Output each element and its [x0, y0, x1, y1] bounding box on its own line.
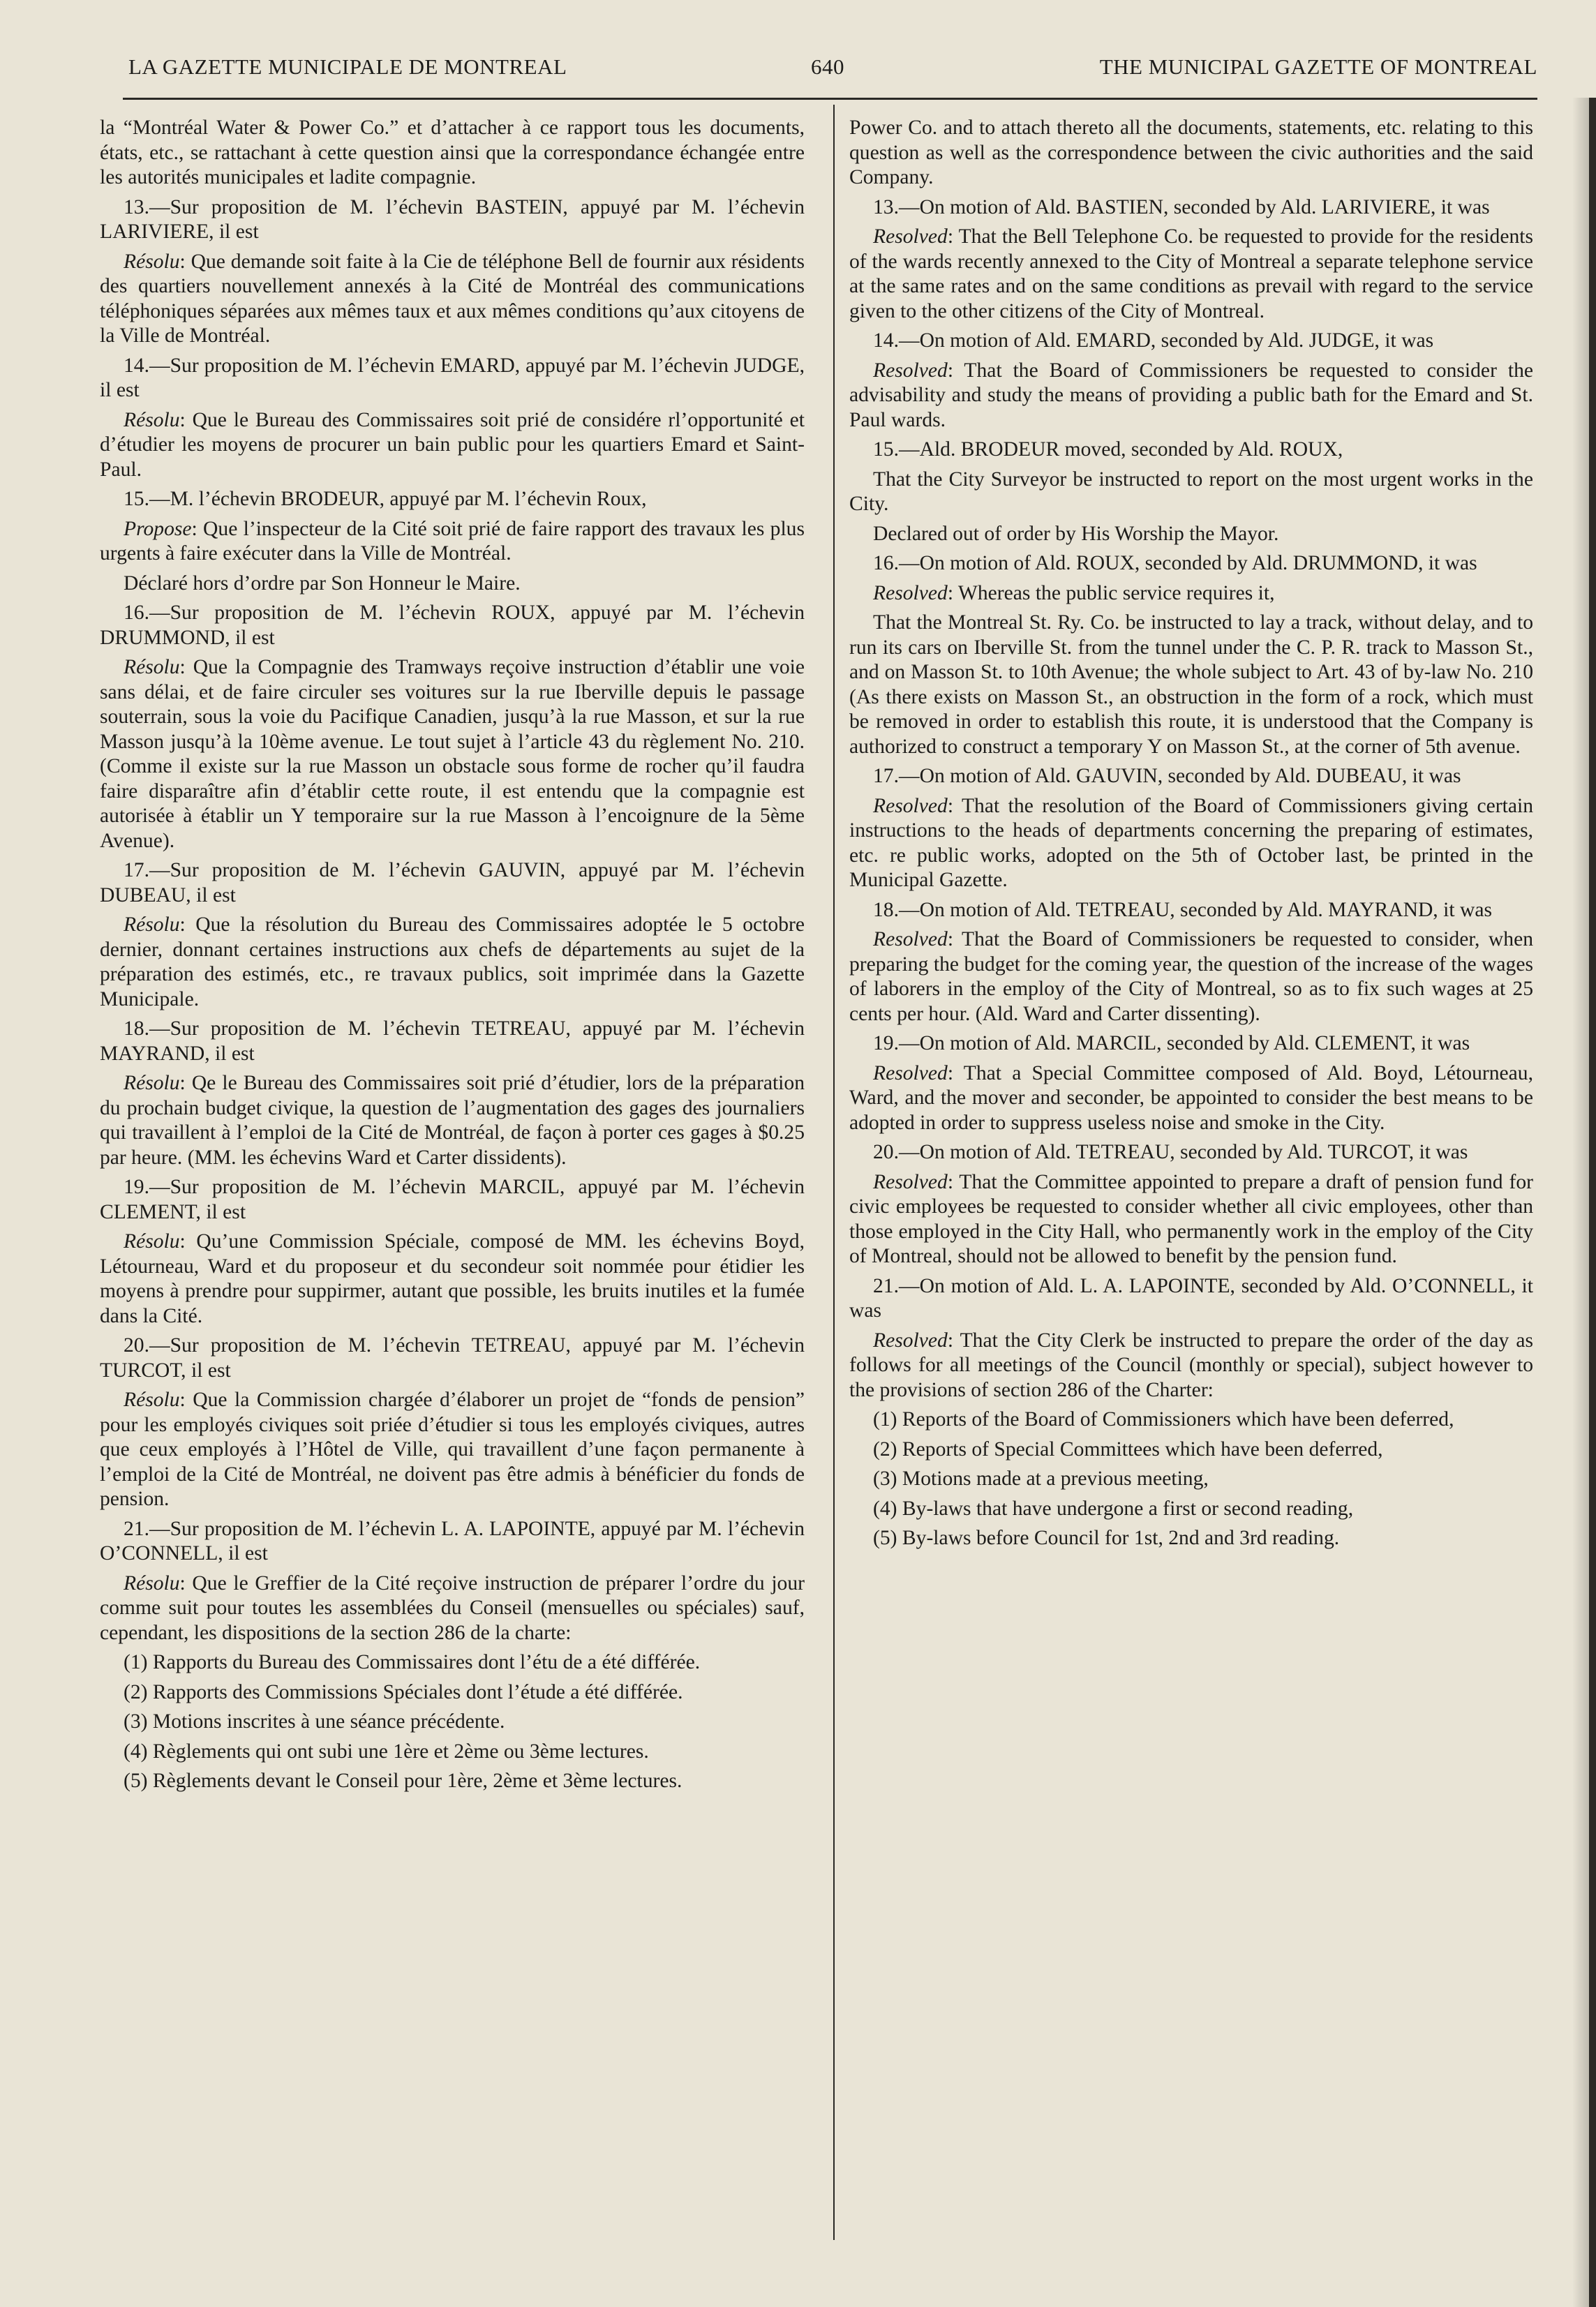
english-paragraph: (3) Motions made at a previous meeting, [873, 1468, 1209, 1490]
french-paragraph: 18.—Sur proposition de M. l’échevin TETREAU, appuyé par M. l’échevin MAYRAND, il est [100, 1017, 805, 1065]
french-paragraph: (1) Rapports du Bureau des Commissaires dont l’étu de a été différée. [124, 1651, 701, 1673]
english-paragraph: (1) Reports of the Board of Commissioners which have been deferred, [873, 1408, 1454, 1431]
resolution-label: Résolu [124, 408, 180, 431]
french-paragraph: Résolu: Qu’une Commission Spéciale, composé de MM. les échevins Boyd, Létourneau, Ward et du proposeur et du secondeur soit nommée pour étidier les moyens à prendre pour suppirmer, autant que possible, les bruits inutiles et la fumée dans la Cité. [100, 1230, 805, 1327]
resolution-label: Résolu [124, 1389, 180, 1411]
resolution-label: Resolved [873, 1329, 948, 1352]
column-divider [833, 105, 835, 2240]
french-paragraph: Résolu: Que le Bureau des Commissaires soit prié de considére rl’opportunité et d’étudier les moyens de procurer un bain public pour les quartiers Emard et Saint-Paul. [100, 408, 805, 481]
page-number: 640 [811, 54, 844, 79]
french-paragraph: 20.—Sur proposition de M. l’échevin TETREAU, appuyé par M. l’échevin TURCOT, il est [100, 1334, 805, 1382]
english-paragraph: Resolved: That the Committee appointed to prepare a draft of pension fund for civic employees be requested to consider whether all civic employees, other than those employed in the City Hall, who permanently work in the employ of the City of Montreal, should not be allowed to benefit by the pension fund. [849, 1170, 1533, 1267]
resolution-label: Résolu [124, 913, 180, 936]
resolution-label: Propose [124, 517, 192, 540]
page-edge-shadow [1572, 98, 1589, 2307]
header-rule [123, 98, 1537, 100]
french-paragraph: 13.—Sur proposition de M. l’échevin BASTEIN, appuyé par M. l’échevin LARIVIERE, il est [100, 195, 805, 243]
english-paragraph: 16.—On motion of Ald. ROUX, seconded by Ald. DRUMMOND, it was [873, 552, 1477, 574]
resolution-label: Résolu [124, 656, 180, 678]
french-paragraph: (3) Motions inscrites à une séance précédente. [124, 1710, 505, 1733]
french-column [100, 116, 805, 1799]
running-header [128, 49, 1537, 87]
french-paragraph: 15.—M. l’échevin BRODEUR, appuyé par M. l’échevin Roux, [124, 488, 647, 510]
resolution-label: Resolved [873, 359, 948, 382]
french-paragraph: 17.—Sur proposition de M. l’échevin GAUVIN, appuyé par M. l’échevin DUBEAU, il est [100, 859, 805, 906]
french-paragraph: Résolu: Que demande soit faite à la Cie de téléphone Bell de fournir aux résidents des quartiers nouvellement annexés à la Cité de Montréal des communications téléphoniques séparées aux mêmes taux et aux mêmes conditions qu’aux citoyens de la Ville de Montréal. [100, 250, 805, 347]
french-paragraph: (5) Règlements devant le Conseil pour 1ère, 2ème et 3ème lectures. [124, 1770, 683, 1792]
french-paragraph: Résolu: Qe le Bureau des Commissaires soit prié d’étudier, lors de la préparation du prochain budget civique, la question de l’augmentation des gages des journaliers qui travaillent à l’emploi de la Cité de Montréal, de façon à porter ces gages à $0.25 par heure. (MM. les échevins Ward et Carter dissidents). [100, 1072, 805, 1169]
english-paragraph: Resolved: That the Bell Telephone Co. be requested to provide for the residents of the wards recently annexed to the City of Montreal a separate telephone service at the same rates and on the same conditions as prevail with regard to the service given to the other citizens of the City of Montreal. [849, 225, 1533, 322]
french-paragraph: 19.—Sur proposition de M. l’échevin MARCIL, appuyé par M. l’échevin CLEMENT, il est [100, 1176, 805, 1223]
english-paragraph: 15.—Ald. BRODEUR moved, seconded by Ald. ROUX, [873, 438, 1343, 461]
english-paragraph: Resolved: That the resolution of the Board of Commissioners giving certain instructions to the heads of departments concerning the preparing of estimates, etc. re public works, adopted on the 5th of October last, be printed in the Municipal Gazette. [849, 794, 1533, 891]
english-paragraph: 19.—On motion of Ald. MARCIL, seconded by Ald. CLEMENT, it was [873, 1032, 1470, 1054]
english-paragraph: Power Co. and to attach thereto all the documents, statements, etc. relating to this question as well as the correspondence between the civic authorities and the said Company. [849, 117, 1533, 188]
english-column [849, 116, 1533, 1556]
resolution-label: Resolved [873, 1170, 948, 1193]
english-paragraph: 13.—On motion of Ald. BASTIEN, seconded by Ald. LARIVIERE, it was [873, 195, 1490, 218]
resolution-label: Résolu [124, 250, 180, 273]
header-english-title: THE MUNICIPAL GAZETTE OF MONTREAL [1099, 54, 1537, 79]
resolution-label: Résolu [124, 1230, 180, 1253]
english-paragraph: That the City Surveyor be instructed to report on the most urgent works in the City. [849, 468, 1533, 515]
french-paragraph: Propose: Que l’inspecteur de la Cité soit prié de faire rapport des travaux les plus urgents à faire exécuter dans la Ville de Montréal. [100, 517, 805, 565]
french-paragraph: Résolu: Que le Greffier de la Cité reçoive instruction de préparer l’ordre du jour comme suit pour toutes les assemblées du Conseil (mensuelles ou spéciales) sauf, cependant, les dispositions de la section 286 de la charte: [100, 1571, 805, 1644]
english-paragraph: (4) By-laws that have undergone a first or second reading, [873, 1497, 1354, 1520]
english-paragraph: 14.—On motion of Ald. EMARD, seconded by Ald. JUDGE, it was [873, 329, 1434, 352]
resolution-label: Résolu [124, 1571, 180, 1595]
english-paragraph: 20.—On motion of Ald. TETREAU, seconded by Ald. TURCOT, it was [873, 1141, 1468, 1163]
english-paragraph: That the Montreal St. Ry. Co. be instructed to lay a track, without delay, and to run its cars on Iberville St. from the tunnel under the C. P. R. track to Masson St., and on Masson St. to 10th Avenue; the whole subject to Art. 43 of by-law No. 210 (As there exists on Masson St., an obstruction in the form of a rock, which must be removed in order to establish this route, it is understood that the Company is authorized to construct a temporary Y on Masson St., at the corner of 5th avenue. [849, 611, 1533, 758]
french-paragraph: (4) Règlements qui ont subi une 1ère et 2ème ou 3ème lectures. [124, 1740, 649, 1763]
resolution-label: Résolu [124, 1072, 180, 1094]
french-paragraph: Résolu: Que la résolution du Bureau des Commissaires adoptée le 5 octobre dernier, donnant certaines instructions aux chefs de départements au sujet de la préparation des estimés, etc., re travaux publics, soit imprimée dans la Gazette Municipale. [100, 913, 805, 1010]
english-paragraph: Resolved: That a Special Committee composed of Ald. Boyd, Létourneau, Ward, and the mover and seconder, be appointed to consider the best means to be adopted in order to suppress useless noise and smoke in the City. [849, 1061, 1533, 1134]
french-paragraph: 14.—Sur proposition de M. l’échevin EMARD, appuyé par M. l’échevin JUDGE, il est [100, 354, 805, 401]
english-paragraph: Resolved: That the Board of Commissioners be requested to consider, when preparing the budget for the coming year, the question of the increase of the wages of laborers in the employ of the City of Montreal, so as to fix such wages at 25 cents per hour. (Ald. Ward and Carter dissenting). [849, 928, 1533, 1025]
french-paragraph: 16.—Sur proposition de M. l’échevin ROUX, appuyé par M. l’échevin DRUMMOND, il est [100, 602, 805, 649]
resolution-label: Resolved [873, 581, 948, 604]
resolution-label: Resolved [873, 225, 948, 248]
english-paragraph: (5) By-laws before Council for 1st, 2nd and 3rd reading. [873, 1527, 1340, 1549]
english-paragraph: Resolved: That the City Clerk be instructed to prepare the order of the day as follows for all meetings of the Council (monthly or special), subject however to the provisions of section 286 of the Charter: [849, 1329, 1533, 1401]
page-edge [1589, 98, 1596, 2307]
resolution-label: Resolved [873, 794, 948, 817]
english-paragraph: 21.—On motion of Ald. L. A. LAPOINTE, seconded by Ald. O’CONNELL, it was [849, 1274, 1533, 1322]
resolution-label: Resolved [873, 928, 948, 950]
french-paragraph: la “Montréal Water & Power Co.” et d’attacher à ce rapport tous les documents, états, etc., se rattachant à cette question ainsi que la correspondance échangée entre les autorités municipales et ladite compagnie. [100, 117, 805, 188]
english-paragraph: Resolved: Whereas the public service requires it, [873, 581, 1275, 604]
resolution-label: Resolved [873, 1061, 948, 1084]
french-paragraph: Résolu: Que la Compagnie des Tramways reçoive instruction d’établir une voie sans délai, et de faire circuler ses voitures sur la rue Iberville depuis le passage souterrain, sous la voie du Pacifique Canadien, jusqu’à la rue Masson, et sur la rue Masson jusqu’à la 10ème avenue. Le tout sujet à l’article 43 du règlement No. 210. (Comme il existe sur la rue Masson un obstacle sous forme de rocher qu’il faudra faire disparaître afin d’établir cette route, il est entendu que la compagnie est autorisée à établir un Y temporaire sur la rue Masson à l’encoignure de la 5ème Avenue). [100, 656, 805, 852]
header-french-title: LA GAZETTE MUNICIPALE DE MONTREAL [128, 54, 567, 79]
english-paragraph: Resolved: That the Board of Commissioners be requested to consider the advisability and study the means of providing a public bath for the Emard and St. Paul wards. [849, 359, 1533, 431]
english-paragraph: (2) Reports of Special Committees which have been deferred, [873, 1438, 1383, 1461]
french-paragraph: Résolu: Que la Commission chargée d’élaborer un projet de “fonds de pension” pour les employés civiques soit priée d’étudier si tous les employés civiques, autres que ceux employés à l’Hôtel de Ville, qui travaillent d’une façon permanente à l’emploi de la Cité de Montréal, ne doivent pas être admis à bénéficier du fonds de pension. [100, 1389, 805, 1510]
french-paragraph: 21.—Sur proposition de M. l’échevin L. A. LAPOINTE, appuyé par M. l’échevin O’CONNELL, il est [100, 1517, 805, 1565]
french-paragraph: (2) Rapports des Commissions Spéciales dont l’étude a été différée. [124, 1680, 683, 1703]
french-paragraph: Déclaré hors d’ordre par Son Honneur le Maire. [124, 572, 521, 595]
english-paragraph: 18.—On motion of Ald. TETREAU, seconded by Ald. MAYRAND, it was [873, 898, 1492, 921]
english-paragraph: Declared out of order by His Worship the Mayor. [873, 522, 1279, 545]
english-paragraph: 17.—On motion of Ald. GAUVIN, seconded by Ald. DUBEAU, it was [873, 765, 1461, 787]
